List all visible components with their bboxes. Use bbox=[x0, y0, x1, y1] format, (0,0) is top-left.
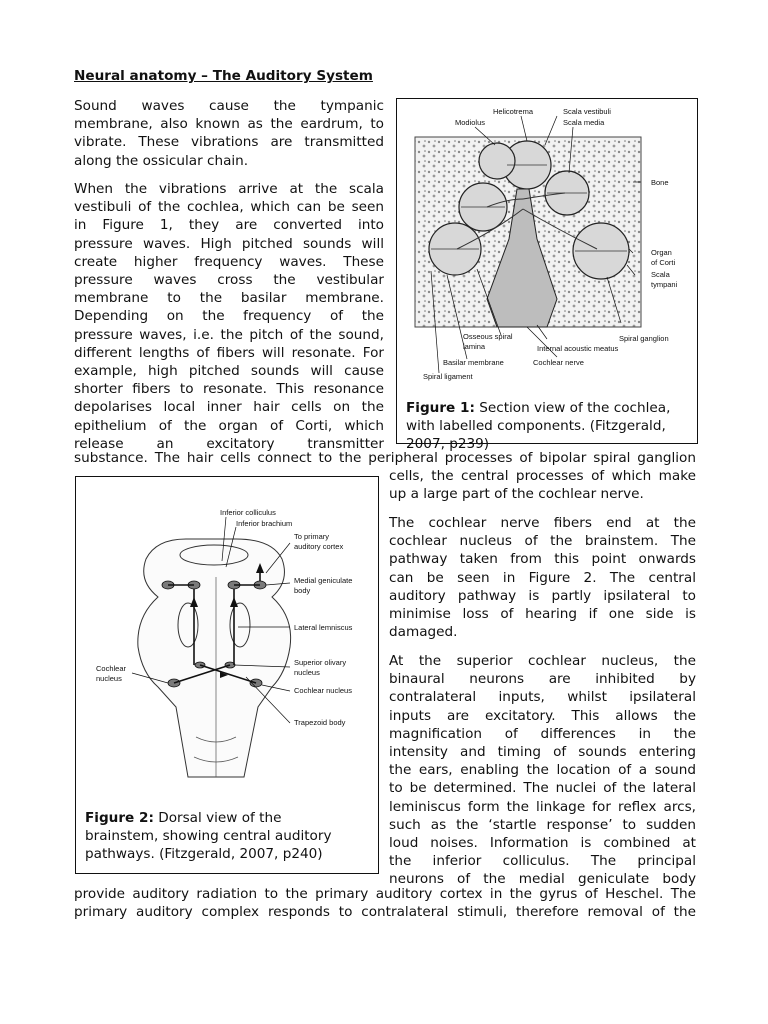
label-osseous-spiral: Osseous spiral bbox=[463, 332, 513, 341]
label-medial-geniculate: Medial geniculate bbox=[294, 576, 353, 585]
label-to-primary-2: auditory cortex bbox=[294, 542, 344, 551]
text-line: epithelium of the organ of Corti, which bbox=[74, 417, 384, 434]
paragraph-4-continued bbox=[74, 885, 696, 921]
figure-2-caption bbox=[85, 809, 371, 864]
text-line: up a large part of the cochlear nerve. bbox=[389, 486, 644, 503]
text-line: magnification of differences in the bbox=[389, 725, 696, 742]
label-lateral-lemniscus: Lateral lemniscus bbox=[294, 623, 353, 632]
label-internal-acoustic: Internal acoustic meatus bbox=[537, 344, 619, 353]
paragraph-2-continued bbox=[389, 467, 696, 503]
text-line: release an excitatory transmitter bbox=[74, 435, 384, 452]
text-line: substance. The hair cells connect to the peripheral processes of bipolar spiral ganglion bbox=[74, 450, 696, 466]
caption-label: Figure 2: bbox=[85, 810, 154, 826]
label-scala-media: Scala media bbox=[563, 118, 605, 127]
figure-1-caption bbox=[406, 399, 692, 454]
text-line: loud noises. Information is combined at bbox=[389, 835, 696, 852]
label-medial-geniculate-2: body bbox=[294, 586, 311, 595]
text-line: vibrate. These vibrations are transmitted bbox=[74, 134, 384, 151]
text-line: create higher frequency waves. These bbox=[74, 253, 384, 270]
text-line: the ears, enabling the location of a sound bbox=[389, 762, 696, 779]
text-line: to be determined. The nuclei of the lateral bbox=[389, 780, 696, 797]
caption-line: with labelled components. (Fitzgerald, bbox=[406, 418, 666, 435]
text-line: neurons of the medial geniculate body bbox=[389, 871, 696, 888]
caption-line: brainstem, showing central auditory bbox=[85, 828, 332, 845]
label-superior-olivary: Superior olivary bbox=[294, 658, 347, 667]
label-organ-of-corti-2: of Corti bbox=[651, 258, 676, 267]
paragraph-4 bbox=[389, 652, 696, 889]
text-line: different lengths of fibers will resonate. For bbox=[74, 344, 384, 361]
caption-label: Figure 1: bbox=[406, 400, 475, 416]
label-scala-tympani: Scala bbox=[651, 270, 670, 279]
paragraph-1 bbox=[74, 97, 384, 170]
caption-line: 2007, p239) bbox=[406, 436, 490, 453]
label-spiral-ligament: Spiral ligament bbox=[423, 372, 473, 381]
text-line: primary auditory complex responds to contralateral stimuli, therefore removal of the bbox=[74, 904, 696, 921]
page-title: Neural anatomy – The Auditory System bbox=[74, 68, 373, 84]
label-osseous-spiral-2: lamina bbox=[463, 342, 486, 351]
text-line: pressure waves, i.e. the pitch of the sound, bbox=[74, 326, 384, 343]
text-line: provide auditory radiation to the primary auditory cortex in the gyrus of Heschel. The bbox=[74, 886, 696, 902]
paragraph-3 bbox=[389, 514, 696, 641]
text-line: damaged. bbox=[389, 624, 458, 641]
text-line: inputs are excitatory. This allows the bbox=[389, 707, 696, 724]
brainstem-diagram bbox=[76, 477, 378, 797]
text-line: along the ossicular chain. bbox=[74, 152, 249, 169]
text-line: cells, the central processes of which make bbox=[389, 468, 696, 484]
text-line: depolarises local inner hair cells on the bbox=[74, 399, 384, 416]
label-inferior-colliculus: Inferior colliculus bbox=[220, 508, 276, 517]
caption-text: Section view of the cochlea, bbox=[474, 400, 671, 416]
label-bone: Bone bbox=[651, 178, 669, 187]
label-cochlear-nucleus-left: Cochlear bbox=[96, 664, 127, 673]
text-line: Depending on the frequency of the bbox=[74, 308, 384, 325]
brainstem-outline bbox=[138, 539, 291, 777]
text-line: cochlear nucleus of the brainstem. The bbox=[389, 533, 696, 550]
text-line: minimise loss of hearing if one side is bbox=[389, 606, 696, 623]
label-trapezoid-body: Trapezoid body bbox=[294, 718, 346, 727]
figure-2 bbox=[75, 476, 379, 874]
label-basilar-membrane: Basilar membrane bbox=[443, 358, 504, 367]
label-modiolus: Modiolus bbox=[455, 118, 486, 127]
text-line: The cochlear nerve fibers end at the bbox=[389, 515, 696, 531]
label-superior-olivary-2: nucleus bbox=[294, 668, 320, 677]
text-line: membrane to the basilar membrane. bbox=[74, 290, 384, 307]
text-line: membrane, also known as the eardrum, to bbox=[74, 116, 384, 133]
label-helicotrema: Helicotrema bbox=[493, 107, 534, 116]
text-line: example, high pitched sounds will cause bbox=[74, 363, 384, 380]
text-line: Sound waves cause the tympanic bbox=[74, 98, 384, 114]
text-line: can be seen in Figure 2. The central bbox=[389, 569, 696, 586]
cochlea-diagram bbox=[397, 99, 697, 389]
text-line: When the vibrations arrive at the scala bbox=[74, 181, 384, 197]
text-line: shorter fibers to resonate. This resonance bbox=[74, 381, 384, 398]
label-scala-vestibuli: Scala vestibuli bbox=[563, 107, 611, 116]
text-line: leminiscus form the linkage for reflex arcs, bbox=[389, 798, 696, 815]
text-line: such as the ‘startle response’ to sudden bbox=[389, 816, 696, 833]
caption-line bbox=[85, 809, 371, 827]
text-line: in Figure 1, they are converted into bbox=[74, 217, 384, 234]
label-organ-of-corti: Organ bbox=[651, 248, 672, 257]
label-cochlear-nerve: Cochlear nerve bbox=[533, 358, 584, 367]
caption-line bbox=[406, 399, 692, 417]
text-line: binaural neurons are inhibited by bbox=[389, 671, 696, 688]
figure-1 bbox=[396, 98, 698, 453]
caption-text: Dorsal view of the bbox=[153, 810, 282, 826]
label-cochlear-nucleus-left-2: nucleus bbox=[96, 674, 122, 683]
text-line: contralateral inputs, whilst ipsilateral bbox=[389, 689, 696, 706]
text-line: At the superior cochlear nucleus, the bbox=[389, 653, 696, 669]
text-line: auditory pathway is partly ipsilateral to bbox=[389, 587, 696, 604]
text-line: pressure waves. High pitched sounds will bbox=[74, 235, 384, 252]
caption-line: pathways. (Fitzgerald, 2007, p240) bbox=[85, 846, 323, 863]
text-line: vestibuli of the cochlea, which can be seen bbox=[74, 199, 384, 216]
label-to-primary: To primary bbox=[294, 532, 330, 541]
label-scala-tympani-2: tympani bbox=[651, 280, 678, 289]
text-line: pressure waves cross the vestibular bbox=[74, 272, 384, 289]
label-spiral-ganglion: Spiral ganglion bbox=[619, 334, 669, 343]
text-line: intensity and timing of sounds entering bbox=[389, 744, 696, 761]
text-line: the inferior colliculus. The principal bbox=[389, 853, 696, 870]
paragraph-2 bbox=[74, 180, 384, 453]
label-inferior-brachium: Inferior brachium bbox=[236, 519, 293, 528]
text-line: pathway taken from this point onwards bbox=[389, 551, 696, 568]
label-cochlear-nucleus-right: Cochlear nucleus bbox=[294, 686, 352, 695]
